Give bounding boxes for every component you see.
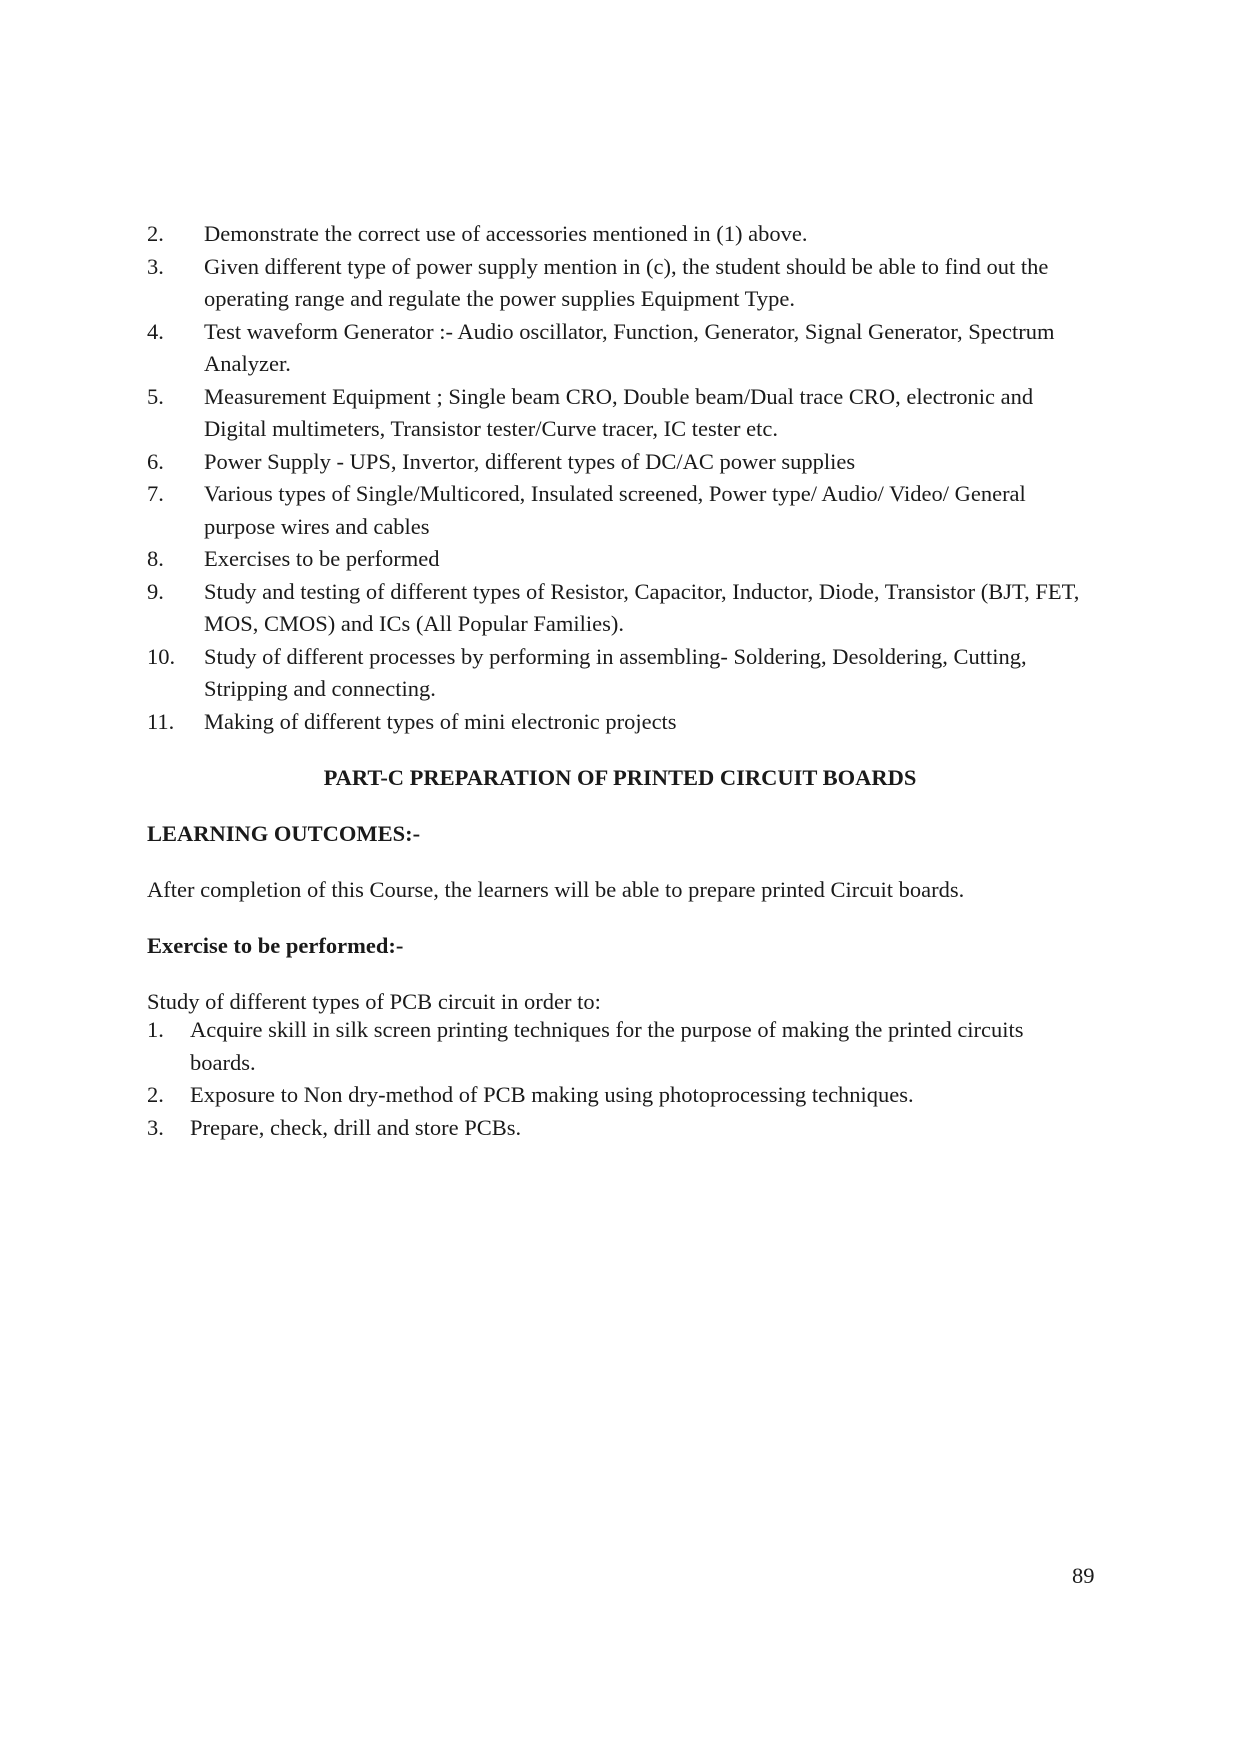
exercise-heading: Exercise to be performed:- <box>147 933 404 958</box>
list-item-number: 5. <box>147 383 164 409</box>
exercise-intro: Study of different types of PCB circuit in order to: <box>147 989 601 1014</box>
list-item-number: 11. <box>147 708 175 734</box>
list-item-text: Making of different types of mini electronic projects <box>204 708 677 734</box>
list-item-number: 10. <box>147 643 176 669</box>
list-item-text: Measurement Equipment ; Single beam CRO, Double beam/Dual trace CRO, electronic and Digital multimeters, Transistor tester/Curve tracer, IC tester etc. <box>204 383 1034 441</box>
list-item-number: 8. <box>147 546 164 571</box>
list-item <box>147 381 1087 446</box>
list-item-text: Exercises to be performed <box>204 546 440 571</box>
list-item-number: 7. <box>147 481 164 506</box>
list-item-text: Demonstrate the correct use of accessories mentioned in (1) above. <box>204 221 808 246</box>
list-item-text: Study of different processes by performing in assembling- Soldering, Desoldering, Cutting, Stripping and connecting. <box>204 643 1027 701</box>
list-item-text: Exposure to Non dry-method of PCB making using photoprocessing techniques. <box>190 1082 914 1107</box>
pcb-exercise-list <box>147 1014 1087 1144</box>
list-item <box>147 1112 1087 1145</box>
list-item <box>147 1014 1087 1079</box>
list-item-text: Given different type of power supply mention in (c), the student should be able to find out the operating range and regulate the power supplies Equipment Type. <box>204 253 1049 311</box>
list-item-number: 4. <box>147 318 164 344</box>
exercise-list <box>147 218 1087 738</box>
page-number: 89 <box>1072 1563 1095 1588</box>
list-item-number: 2. <box>147 1082 164 1107</box>
list-item-number: 2. <box>147 221 164 246</box>
list-item-text: Various types of Single/Multicored, Insulated screened, Power type/ Audio/ Video/ General purpose wires and cables <box>204 481 1026 539</box>
learning-outcomes-text: After completion of this Course, the learners will be able to prepare printed Circuit boards. <box>147 877 965 902</box>
list-item-text: Prepare, check, drill and store PCBs. <box>190 1114 522 1140</box>
list-item <box>147 1079 1087 1112</box>
list-item <box>147 478 1087 543</box>
list-item-text: Acquire skill in silk screen printing techniques for the purpose of making the printed circuits boards. <box>190 1017 1024 1075</box>
list-item <box>147 641 1087 706</box>
learning-outcomes-heading: LEARNING OUTCOMES:- <box>147 821 421 846</box>
list-item-number: 3. <box>147 253 164 279</box>
list-item <box>147 316 1087 381</box>
list-item <box>147 576 1087 641</box>
list-item-number: 1. <box>147 1017 164 1042</box>
list-item-number: 3. <box>147 1114 164 1140</box>
list-item-number: 6. <box>147 448 164 474</box>
list-item-text: Study and testing of different types of Resistor, Capacitor, Inductor, Diode, Transistor (BJT, FET, MOS, CMOS) and ICs (All Popular Families). <box>204 578 1080 636</box>
section-title: PART-C PREPARATION OF PRINTED CIRCUIT BOARDS <box>323 765 917 790</box>
list-item <box>147 251 1087 316</box>
list-item <box>147 543 1087 576</box>
list-item-text: Power Supply - UPS, Invertor, different types of DC/AC power supplies <box>204 448 856 474</box>
list-item <box>147 706 1087 739</box>
list-item-text: Test waveform Generator :- Audio oscillator, Function, Generator, Signal Generator, Spectrum Analyzer. <box>204 318 1055 376</box>
list-item <box>147 218 1087 251</box>
list-item-number: 9. <box>147 578 164 604</box>
list-item <box>147 446 1087 479</box>
